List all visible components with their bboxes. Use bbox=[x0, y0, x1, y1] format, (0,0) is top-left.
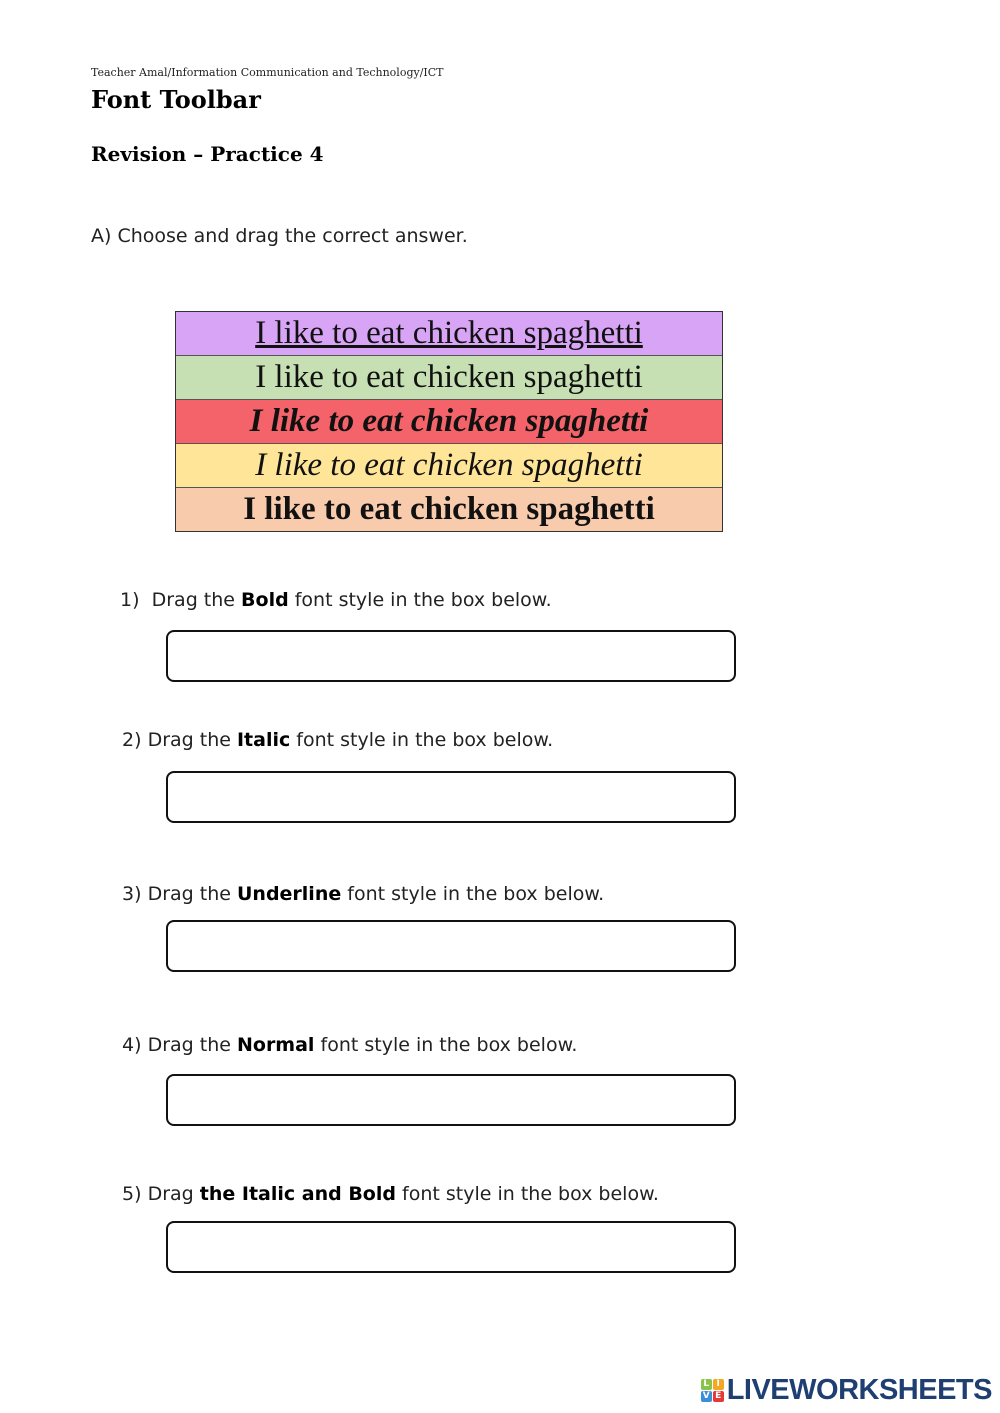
question-number: 4) bbox=[122, 1034, 142, 1056]
question-keyword: Italic bbox=[236, 729, 291, 751]
page-title: Font Toolbar bbox=[91, 85, 261, 114]
question-text: font style in the box below. bbox=[296, 729, 554, 751]
question-text: Drag the bbox=[151, 589, 235, 611]
logo-letter: E bbox=[713, 1391, 724, 1402]
answer-box-4[interactable] bbox=[166, 1074, 736, 1126]
question-text: Drag the bbox=[147, 883, 231, 905]
question-text: font style in the box below. bbox=[347, 883, 605, 905]
drag-option-normal[interactable]: I like to eat chicken spaghetti bbox=[176, 356, 722, 400]
question-number: 2) bbox=[122, 729, 142, 751]
answer-box-2[interactable] bbox=[166, 771, 736, 823]
credit-line: Teacher Amal/Information Communication and Technology/ICT bbox=[91, 66, 444, 79]
question-5 bbox=[122, 1183, 659, 1205]
question-keyword: Underline bbox=[236, 883, 342, 905]
question-text: font style in the box below. bbox=[294, 589, 552, 611]
question-2 bbox=[122, 729, 553, 751]
drag-options bbox=[175, 311, 723, 532]
question-keyword: Normal bbox=[236, 1034, 315, 1056]
drag-option-italic[interactable]: I like to eat chicken spaghetti bbox=[176, 444, 722, 488]
logo-text: LIVEWORKSHEETS bbox=[726, 1374, 992, 1406]
page-subtitle: Revision – Practice 4 bbox=[91, 142, 324, 166]
answer-box-1[interactable] bbox=[166, 630, 736, 682]
question-4 bbox=[122, 1034, 577, 1056]
question-text: Drag the bbox=[147, 1034, 231, 1056]
question-number: 1) bbox=[120, 589, 140, 611]
liveworksheets-logo bbox=[701, 1374, 992, 1407]
instruction: A) Choose and drag the correct answer. bbox=[91, 225, 468, 247]
drag-option-bold[interactable]: I like to eat chicken spaghetti bbox=[176, 488, 722, 531]
answer-box-3[interactable] bbox=[166, 920, 736, 972]
logo-letter: L bbox=[701, 1379, 712, 1390]
logo-icon bbox=[701, 1379, 724, 1402]
question-number: 3) bbox=[122, 883, 142, 905]
drag-option-bold-italic[interactable]: I like to eat chicken spaghetti bbox=[176, 400, 722, 444]
logo-letter: V bbox=[701, 1391, 712, 1402]
question-keyword: the Italic and Bold bbox=[199, 1183, 396, 1205]
question-1 bbox=[120, 589, 552, 611]
answer-box-5[interactable] bbox=[166, 1221, 736, 1273]
question-3 bbox=[122, 883, 604, 905]
drag-option-underline[interactable]: I like to eat chicken spaghetti bbox=[176, 312, 722, 356]
logo-letter: I bbox=[713, 1379, 724, 1390]
question-text: Drag bbox=[147, 1183, 194, 1205]
question-text: font style in the box below. bbox=[402, 1183, 659, 1205]
question-text: font style in the box below. bbox=[320, 1034, 578, 1056]
question-number: 5) bbox=[122, 1183, 142, 1205]
question-text: Drag the bbox=[147, 729, 231, 751]
question-keyword: Bold bbox=[241, 589, 289, 611]
